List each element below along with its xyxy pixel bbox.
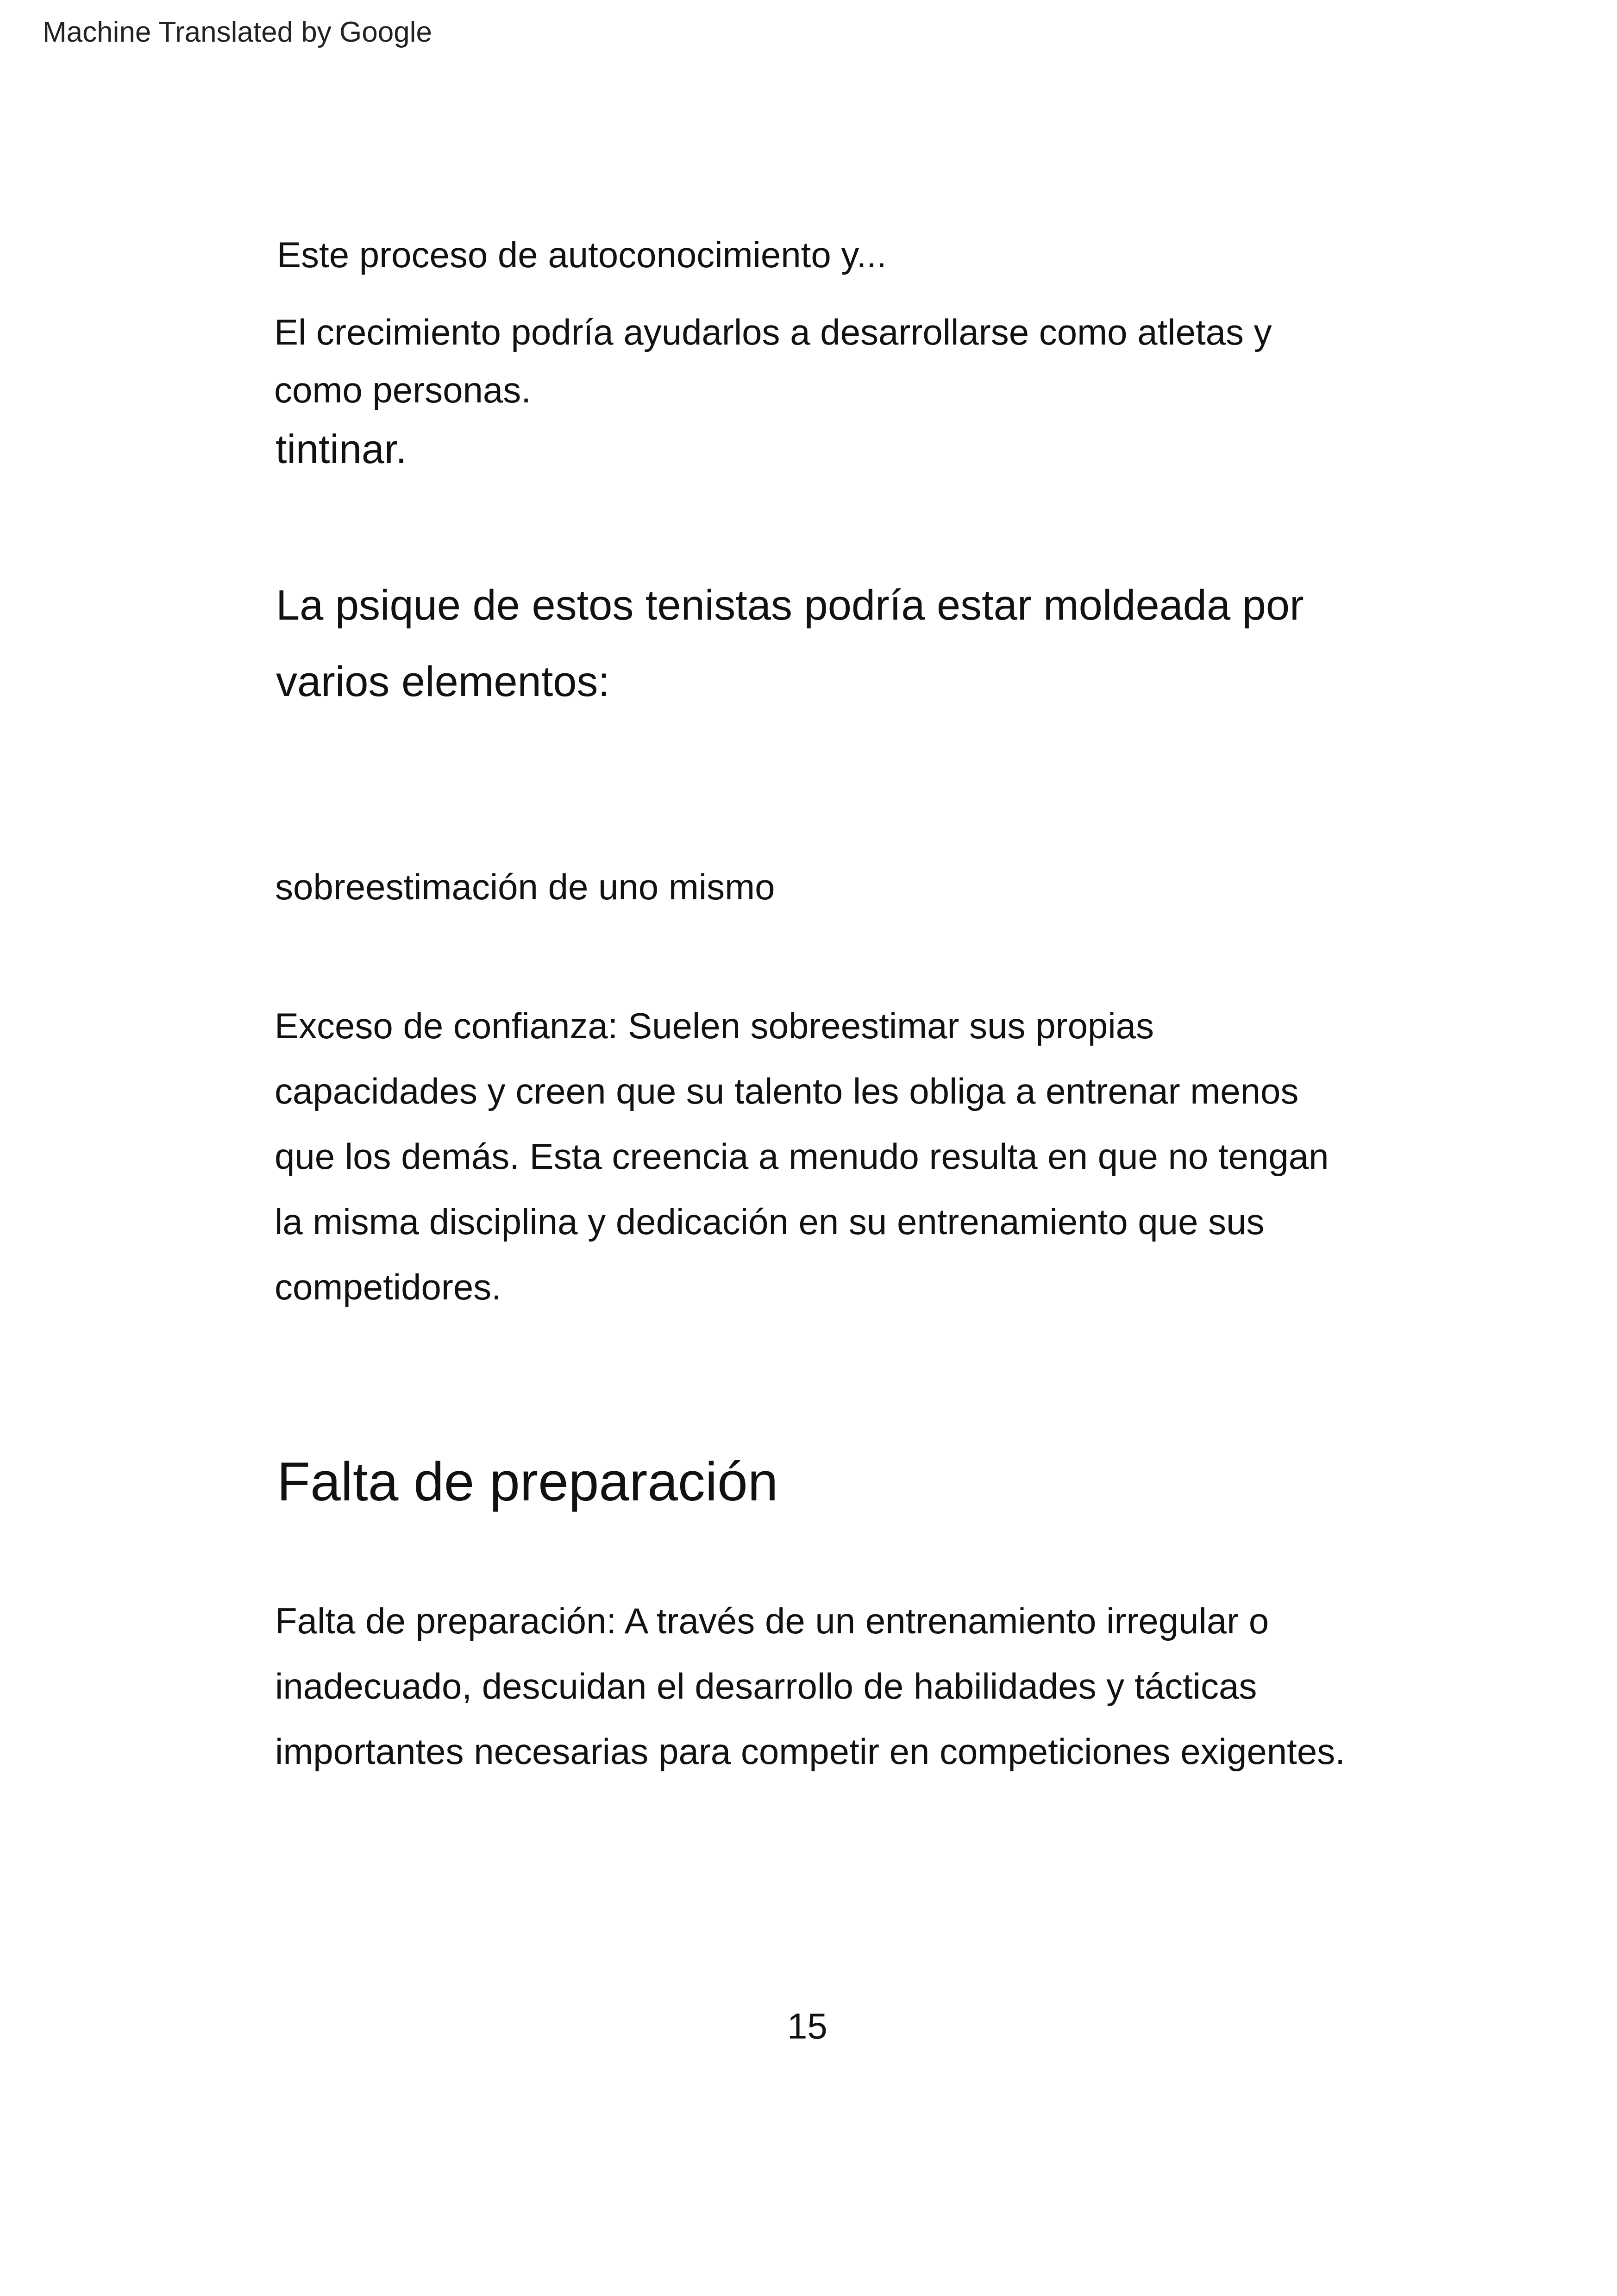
section-intro-line-1: La psique de estos tenistas podría estar moldeada por [276, 582, 1304, 629]
section-intro-line-2: varios elementos: [276, 658, 610, 705]
intro-line-3: tintinar. [276, 426, 407, 472]
paragraph-line: que los demás. Esta creencia a menudo resulta en que no tengan [275, 1136, 1329, 1177]
paragraph-line: inadecuado, descuidan el desarrollo de habilidades y tácticas [275, 1666, 1257, 1706]
paragraph-line: competidores. [275, 1267, 501, 1307]
paragraph-line: la misma disciplina y dedicación en su entrenamiento que sus [275, 1201, 1265, 1242]
page-number: 15 [787, 2006, 827, 2046]
paragraph-line: capacidades y creen que su talento les obliga a entrenar menos [275, 1071, 1299, 1111]
machine-translation-banner: Machine Translated by Google [43, 16, 432, 48]
preparation-paragraph [275, 1588, 1345, 1784]
intro-line-2a: El crecimiento podría ayudarlos a desarrollarse como atletas y [274, 312, 1272, 352]
section-intro-heading [276, 567, 1304, 720]
intro-paragraph [274, 303, 1272, 419]
overestimation-paragraph [275, 993, 1329, 1320]
preparation-heading: Falta de preparación [277, 1451, 778, 1512]
paragraph-line: importantes necesarias para competir en competiciones exigentes. [275, 1731, 1345, 1772]
intro-line-1: Este proceso de autoconocimiento y... [277, 234, 887, 275]
intro-line-2b: como personas. [274, 370, 531, 410]
paragraph-line: Exceso de confianza: Suelen sobreestimar sus propias [275, 1005, 1154, 1046]
overestimation-title: sobreestimación de uno mismo [275, 866, 775, 907]
paragraph-line: Falta de preparación: A través de un entrenamiento irregular o [275, 1600, 1269, 1641]
